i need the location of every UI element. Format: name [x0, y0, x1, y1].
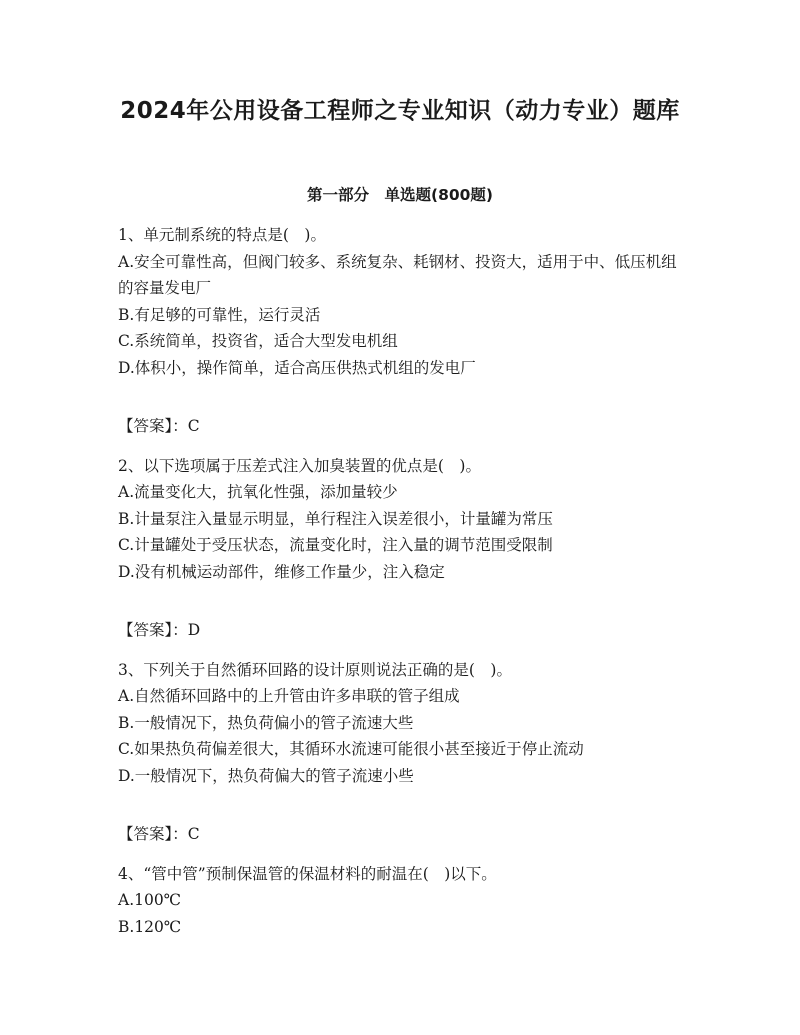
question-2	[118, 453, 678, 644]
option-a: A.自然循环回路中的上升管由许多串联的管子组成	[118, 687, 460, 705]
question-4	[118, 861, 678, 941]
question-1	[118, 222, 678, 440]
option-d: D.体积小，操作简单，适合高压供热式机组的发电厂	[118, 358, 476, 377]
option-c: C.如果热负荷偏差很大，其循环水流速可能很小甚至接近于停止流动	[118, 740, 584, 758]
document-title: 2024年公用设备工程师之专业知识（动力专业）题库	[120, 98, 680, 124]
question-stem: 3、下列关于自然循环回路的设计原则说法正确的是( )。	[118, 660, 512, 679]
option-a: A.流量变化大，抗氧化性强，添加量较少	[118, 483, 398, 501]
question-stem: 1、单元制系统的特点是( )。	[118, 226, 326, 244]
answer-line: 【答案】：C	[118, 825, 200, 843]
question-3	[118, 657, 678, 848]
option-c: C.系统简单，投资省，适合大型发电机组	[118, 332, 398, 350]
option-d: D.没有机械运动部件，维修工作量少，注入稳定	[118, 562, 445, 581]
option-b: B.有足够的可靠性，运行灵活	[118, 305, 321, 324]
option-d: D.一般情况下，热负荷偏大的管子流速小些	[118, 766, 414, 785]
option-b: B.一般情况下，热负荷偏小的管子流速大些	[118, 713, 414, 732]
option-b: B.计量泵注入量显示明显，单行程注入误差很小，计量罐为常压	[118, 509, 553, 528]
question-stem: 4、“管中管”预制保温管的保温材料的耐温在( )以下。	[118, 864, 497, 883]
answer-line: 【答案】：C	[118, 417, 200, 435]
question-stem: 2、以下选项属于压差式注入加臭装置的优点是( )。	[118, 456, 481, 475]
option-a: A.安全可靠性高，但阀门较多、系统复杂、耗钢材、投资大，适用于中、低压机组的容量发电厂	[118, 252, 677, 297]
option-c: C.计量罐处于受压状态，流量变化时，注入量的调节范围受限制	[118, 536, 553, 554]
section-heading: 第一部分 单选题(800题)	[306, 186, 494, 204]
answer-line: 【答案】：D	[118, 621, 201, 639]
question-list	[118, 222, 678, 940]
option-b: B.120℃	[118, 917, 182, 936]
option-a: A.100℃	[118, 891, 182, 909]
